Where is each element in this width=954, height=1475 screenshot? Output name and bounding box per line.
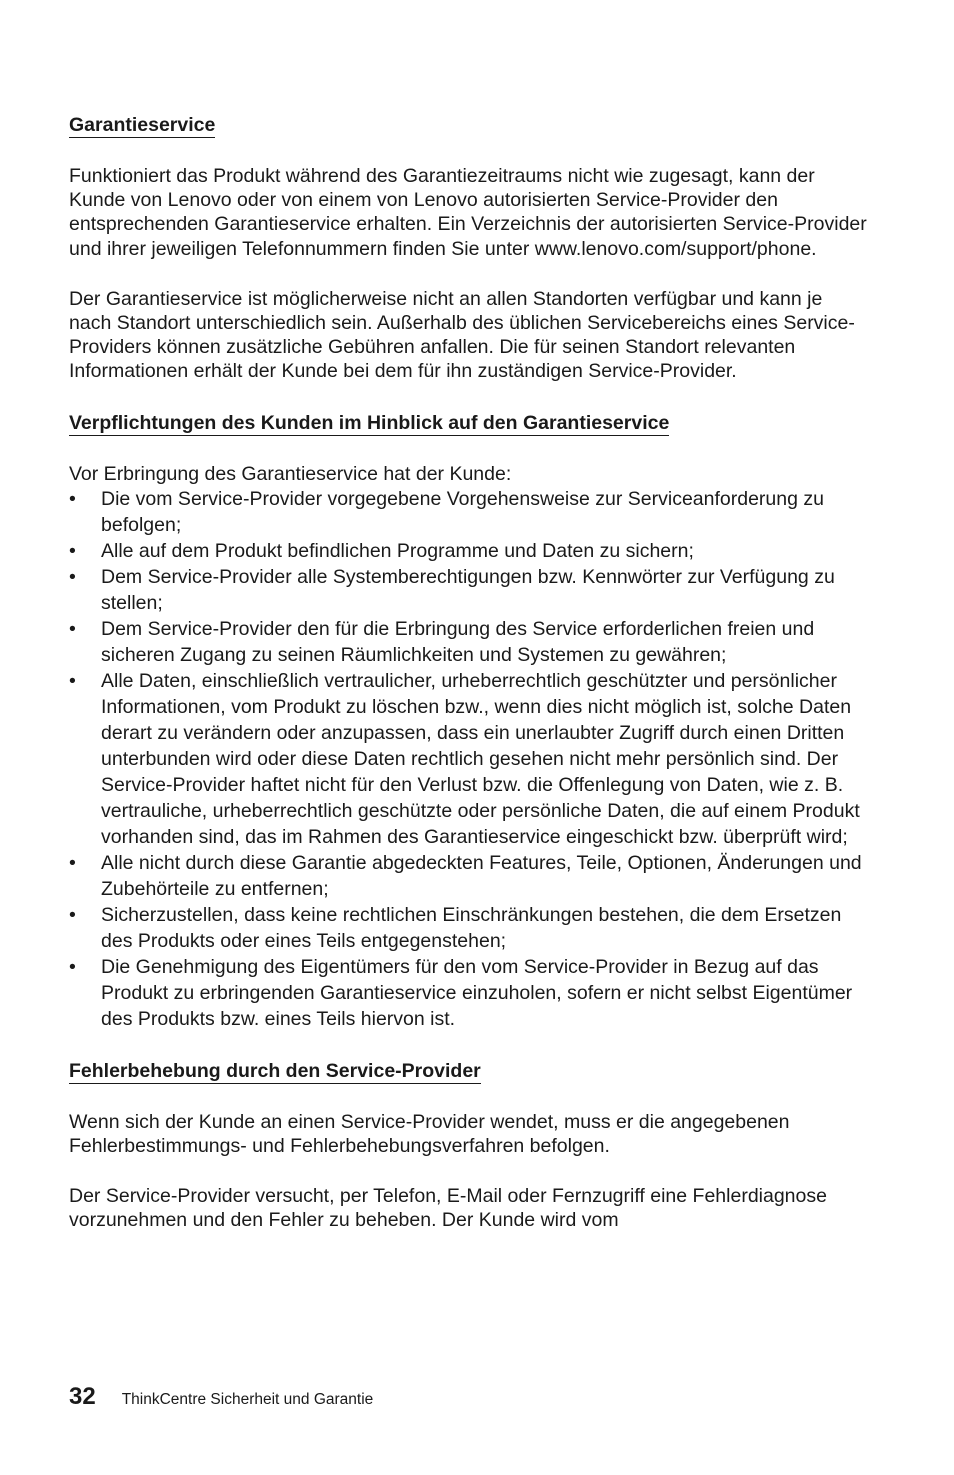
paragraph: Der Service-Provider versucht, per Telefon, E-Mail oder Fernzugriff eine Fehlerdiagnose vorzunehmen und den Fehler zu beheben. Der Kunde wird vom	[69, 1185, 827, 1232]
page-footer	[69, 1383, 373, 1411]
bullet-icon: •	[69, 851, 76, 874]
bullet-icon: •	[69, 617, 76, 640]
bullet-icon: •	[69, 903, 76, 926]
bullet-icon: •	[69, 539, 76, 562]
list-item: • Alle auf dem Produkt befindlichen Programme und Daten zu sichern;	[69, 539, 694, 562]
footer-title: ThinkCentre Sicherheit und Garantie	[121, 1391, 374, 1408]
paragraph: Funktioniert das Produkt während des Garantiezeitraums nicht wie zugesagt, kann der Kunde von Lenovo oder von einem von Lenovo autorisierten Service-Provider den entsprechenden Garantieservice erhalten. Ein Verzeichnis der autorisierten Service-Provider und ihrer jeweiligen Telefonnummern finden Sie unter www.lenovo.com/support/phone.	[69, 165, 867, 260]
obligations-list	[69, 486, 869, 1032]
document-body	[69, 112, 869, 1233]
bullet-icon: •	[69, 955, 76, 978]
list-item: • Alle Daten, einschließlich vertraulicher, urheberrechtlich geschützter und persönlicher Informationen, vom Produkt zu löschen bzw., wenn dies nicht möglich ist, solche Daten derart zu verändern oder anzupassen, dass ein unerlaubter Zugriff durch einen Dritten unterbunden wird oder diese Daten rechtlich gesehen nicht mehr persönlich sind. Der Service-Provider haftet nicht für den Verlust bzw. die Offenlegung von Daten, wie z. B. vertrauliche, urheberrechtlich geschützte oder persönliche Daten, die auf einem Produkt vorhanden sind, das im Rahmen des Garantieservice eingeschickt bzw. überprüft wird;	[69, 669, 860, 848]
list-item: • Dem Service-Provider den für die Erbringung des Service erforderlichen freien und sicheren Zugang zu seinen Räumlichkeiten und Systemen zu gewähren;	[69, 617, 815, 666]
bullet-icon: •	[69, 487, 76, 510]
list-item: • Alle nicht durch diese Garantie abgedeckten Features, Teile, Optionen, Änderungen und Zubehörteile zu entfernen;	[69, 851, 862, 900]
bullet-icon: •	[69, 565, 76, 588]
list-item: • Die Genehmigung des Eigentümers für den vom Service-Provider in Bezug auf das Produkt zu erbringenden Garantieservice einzuholen, sofern er nicht selbst Eigentümer des Produkts bzw. eines Teils hiervon ist.	[69, 955, 853, 1030]
list-item: • Die vom Service-Provider vorgegebene Vorgehensweise zur Serviceanforderung zu befolgen;	[69, 487, 824, 536]
bullet-icon: •	[69, 669, 76, 692]
list-item: • Sicherzustellen, dass keine rechtlichen Einschränkungen bestehen, die dem Ersetzen des Produkts oder eines Teils entgegenstehen;	[69, 903, 842, 952]
section-heading-fehlerbehebung: Fehlerbehebung durch den Service-Provider	[69, 1059, 481, 1082]
section-heading-garantieservice: Garantieservice	[69, 114, 216, 136]
section-heading-verpflichtungen: Verpflichtungen des Kunden im Hinblick auf den Garantieservice	[69, 411, 670, 434]
list-intro: Vor Erbringung des Garantieservice hat der Kunde:	[69, 462, 512, 485]
list-item: • Dem Service-Provider alle Systemberechtigungen bzw. Kennwörter zur Verfügung zu stellen;	[69, 565, 835, 614]
paragraph: Der Garantieservice ist möglicherweise nicht an allen Standorten verfügbar und kann je nach Standort unterschiedlich sein. Außerhalb des üblichen Servicebereichs eines Service-Providers können zusätzliche Gebühren anfallen. Die für seinen Standort relevanten Informationen erhält der Kunde bei dem für ihn zuständigen Service-Provider.	[69, 287, 855, 383]
page-number: 32	[69, 1383, 96, 1410]
paragraph: Wenn sich der Kunde an einen Service-Provider wendet, muss er die angegebenen Fehlerbestimmungs- und Fehlerbehebungsverfahren befolgen.	[69, 1110, 790, 1158]
